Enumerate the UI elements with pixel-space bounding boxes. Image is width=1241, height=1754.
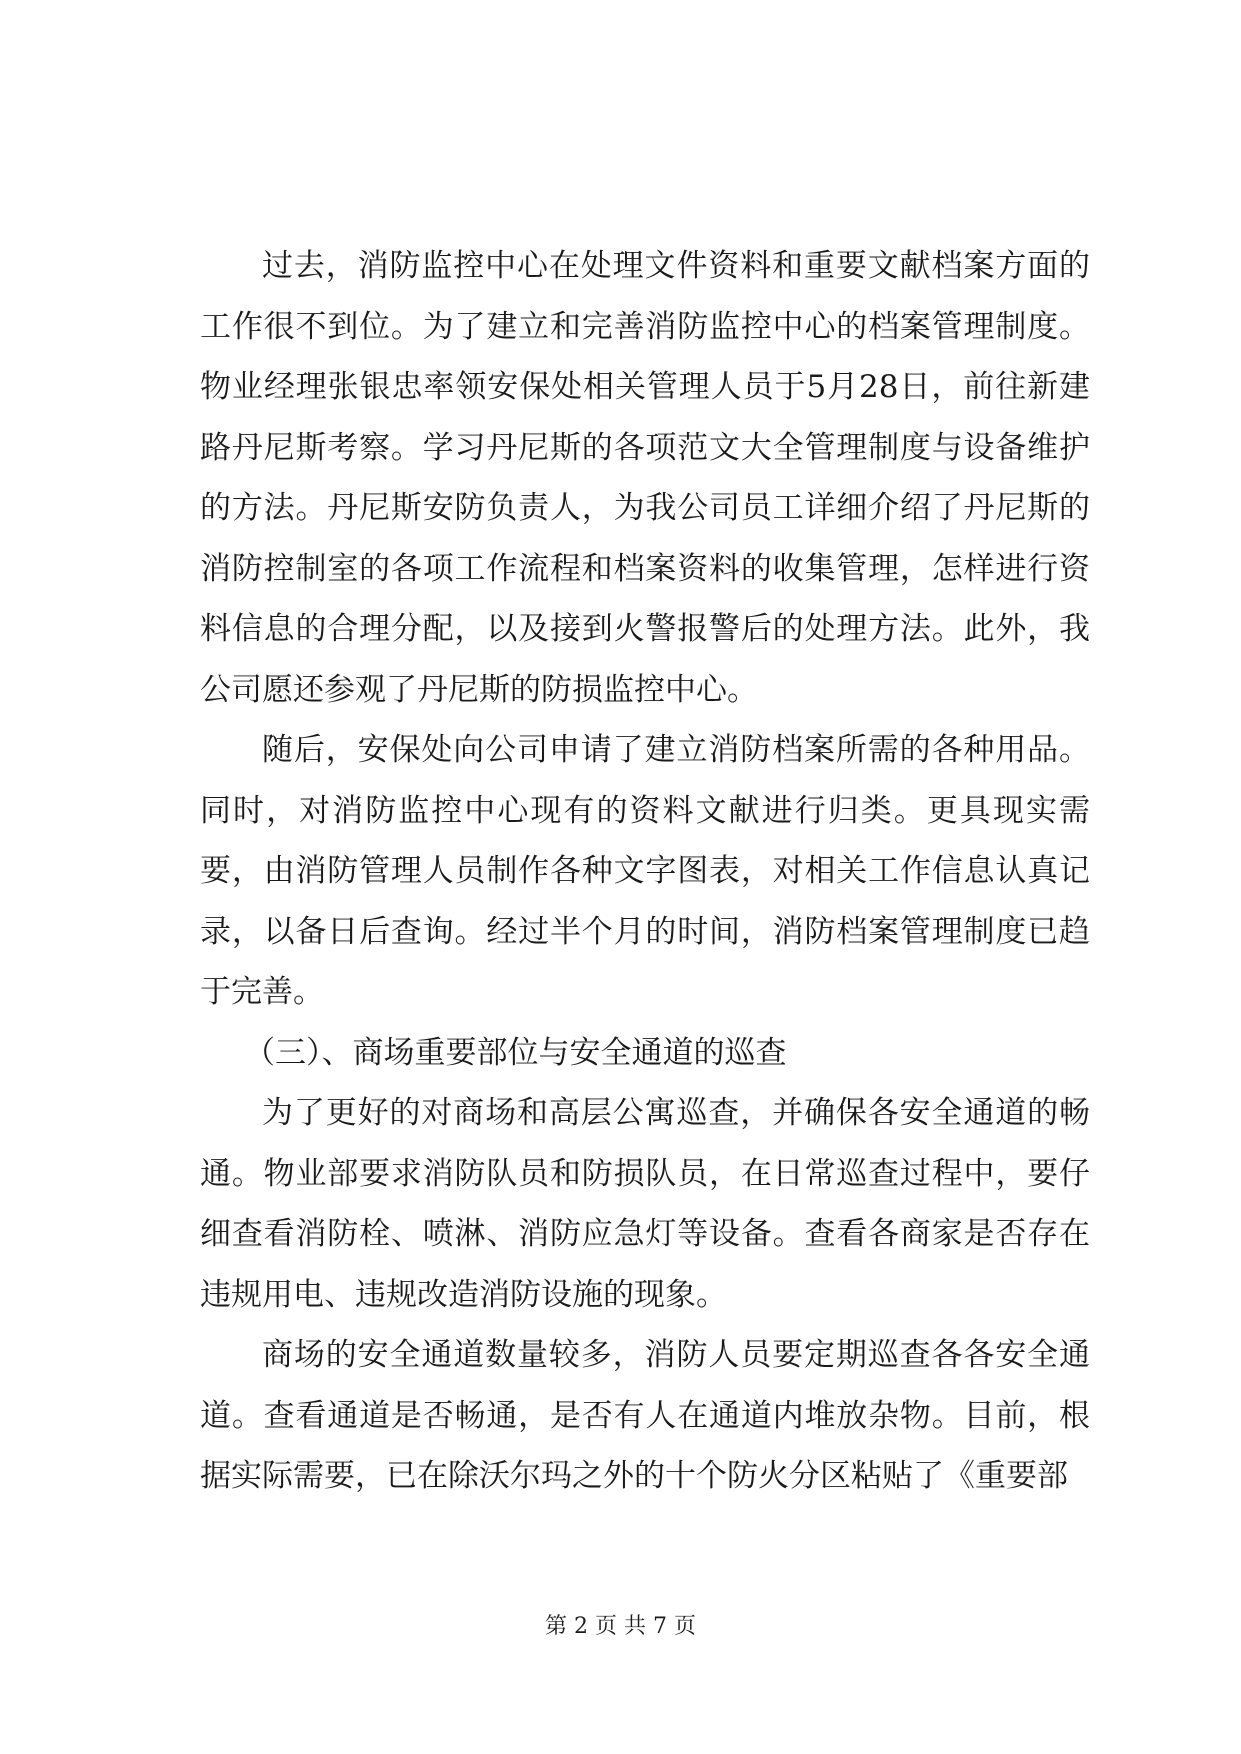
paragraph-archive-management: 过去，消防监控中心在处理文件资料和重要文献档案方面的工作很不到位。为了建立和完善消防监控中心的档案管理制度。物业经理张银忠率领安保处相关管理人员于5月28日，前往新建路丹尼斯考察。学习丹尼斯的各项范文大全管理制度与设备维护的方法。丹尼斯安防负责人，为我公司员工详细介绍了丹尼斯的消防控制室的各项工作流程和档案资料的收集管理，怎样进行资料信息的合理分配，以及接到火警报警后的处理方法。此外，我公司愿还参观了丹尼斯的防损监控中心。 [200,248,1090,708]
paragraph-safety-passages: 商场的安全通道数量较多，消防人员要定期巡查各各安全通道。查看通道是否畅通，是否有人在通道内堆放杂物。目前，根据实际需要，已在除沃尔玛之外的十个防火分区粘贴了《重要部 [200,1337,1090,1494]
paragraph-archive-supplies: 随后，安保处向公司申请了建立消防档案所需的各种用品。同时，对消防监控中心现有的资料文献进行归类。更具现实需要，由消防管理人员制作各种文字图表，对相关工作信息认真记录，以备日后查询。经过半个月的时间，消防档案管理制度已趋于完善。 [200,732,1090,1010]
document-body [200,236,1090,1507]
page-footer: 第 2 页 共 7 页 [545,1614,696,1639]
paragraph-patrol-inspection: 为了更好的对商场和高层公寓巡查，并确保各安全通道的畅通。物业部要求消防队员和防损队员，在日常巡查过程中，要仔细查看消防栓、喷淋、消防应急灯等设备。查看各商家是否存在违规用电、违规改造消防设施的现象。 [200,1095,1090,1313]
section-heading: （三）、商场重要部位与安全通道的巡查 [244,1034,787,1071]
